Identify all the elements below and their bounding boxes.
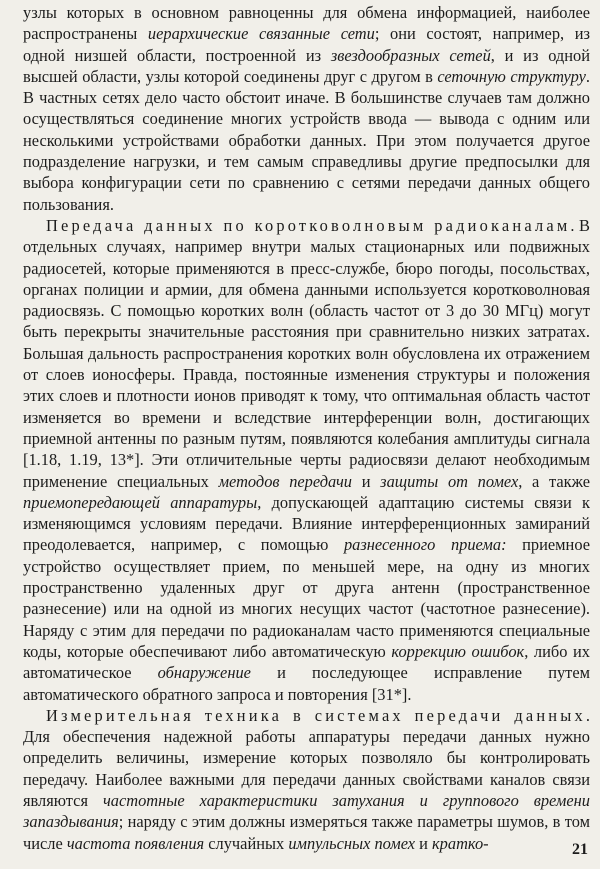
italic-term: иерархические связанные сети bbox=[147, 24, 375, 44]
italic-term: коррекцию ошибок bbox=[391, 641, 525, 661]
paragraph-2 bbox=[23, 215, 590, 705]
text-run: случайных bbox=[204, 833, 289, 853]
text-run: ; они состоят, например, из одной низшей области, построенной из bbox=[23, 24, 590, 65]
text-run: и bbox=[352, 471, 381, 491]
text-run: узлы которых в основном равноценны для обмена информацией, наиболее распространены bbox=[23, 3, 590, 44]
paragraph-3 bbox=[23, 705, 590, 854]
text-run: . В отдельных случаях, например внутри малых стационарных или подвижных радиосетей, которые применяются в пресс-службе, бюро погоды, посольствах, органах полиции и армии, для обмена данными используется коротковолновая радиосвязь. С помощью коротких волн (область частот от 3 до 30 МГц) могут быть перекрыты значительные расстояния при сравнительно низких затратах. Большая дальность распространения коротких волн обусловлена их отражением от слоев ионосферы. Правда, постоянные изменения структуры и положения этих слоев и плотности ионов приводят к тому, что оптимальная область частот изменяется во времени и вследствие интерференции волн, достигающих приемной антенны по разным путям, появляются колебания амплитуды сигнала [1.18, 1.19, 13*]. Эти отличительные черты радиосвязи делают необходимым применение специальных bbox=[23, 215, 590, 491]
text-run: . Для обеспечения надежной работы аппаратуры передачи данных нужно определить величины, измерение которых позволяло бы контролировать передачу. Наиболее важными для передачи данных свойствами каналов связи являются bbox=[23, 705, 590, 810]
text-run: и последующее исправление путем автоматического обратного запроса и повторения [31*]. bbox=[23, 663, 590, 704]
italic-term: частота появления bbox=[66, 833, 205, 853]
italic-term: методов передачи bbox=[218, 471, 353, 491]
page-number: 21 bbox=[572, 841, 588, 858]
text-run: и bbox=[415, 833, 433, 853]
italic-term: защиты от помех bbox=[380, 471, 519, 491]
paragraph-1 bbox=[23, 2, 590, 215]
spaced-heading: Передача данных по коротковолновым радиоканалам bbox=[46, 215, 571, 235]
italic-term: звездообразных сетей bbox=[330, 45, 491, 65]
text-run: , либо их автоматическое bbox=[23, 641, 590, 683]
italic-term: кратко- bbox=[432, 833, 489, 853]
italic-term: частотные характеристики затухания и группового времени запаздывания bbox=[23, 790, 590, 832]
text-run: , а также bbox=[518, 471, 590, 491]
text-run: , допускающей адаптацию системы связи к изменяющимся условиям передачи. Влияние интерференционных замираний преодолевается, например, с помощью bbox=[23, 492, 590, 555]
text-run: ; наряду с этим должны измеряться также параметры шумов, в том числе bbox=[23, 812, 590, 853]
text-body bbox=[23, 2, 590, 854]
italic-term: разнесенного приема: bbox=[343, 535, 507, 555]
italic-term: сеточную структуру bbox=[437, 66, 586, 86]
spaced-heading: Измерительная техника в системах передачи данных bbox=[46, 705, 586, 725]
text-run: . В частных сетях дело часто обстоит иначе. В большинстве случаев там должно осуществляться соединение многих устройств ввода — вывода с одним или несколькими устройствами обработки данных. При этом получается другое подразделение нагрузки, и тем самым справедливы другие предпосылки для выбора конфигурации сети по сравнению с сетями передачи данных общего пользования. bbox=[23, 66, 590, 214]
italic-term: приемопередающей аппаратуры bbox=[23, 492, 258, 512]
text-run: , и из одной высшей области, узлы которой соединены друг с другом в bbox=[23, 45, 590, 86]
italic-term: обнаружение bbox=[157, 663, 251, 683]
text-run: приемное устройство осуществляет прием, по меньшей мере, на одну из многих пространственно удаленных друг от друга антенн (пространственное разнесение) или на одной из многих несущих частот (частотное разнесение). Наряду с этим для передачи по радиоканалам часто применяются специальные коды, которые обеспечивают либо автоматическую bbox=[23, 535, 590, 661]
italic-term: импульсных помех bbox=[288, 833, 416, 853]
